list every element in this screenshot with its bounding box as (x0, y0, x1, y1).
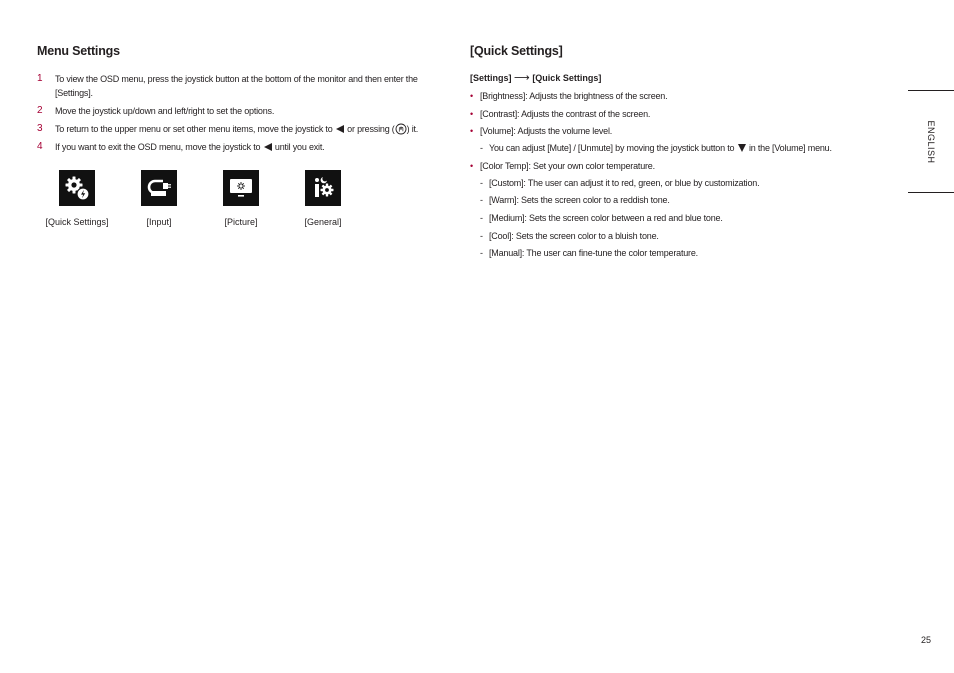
step-text-a: To return to the upper menu or set other menu items, move the joystick to (55, 124, 333, 134)
step-item (37, 140, 427, 154)
down-arrow-icon (738, 144, 746, 152)
section-title: [Quick Settings] (470, 44, 563, 58)
step-text-a: If you want to exit the OSD menu, move the joystick to (55, 142, 261, 152)
item-text: [Volume]: Adjusts the volume level. (480, 126, 613, 137)
right-arrow-icon: ⟶ (514, 72, 530, 84)
left-arrow-icon (264, 143, 272, 151)
menu-path (470, 71, 890, 84)
quick-settings-gear-icon (59, 170, 95, 206)
quick-settings-section (470, 44, 890, 265)
sub-item: - [Custom]: The user can adjust it to red, green, or blue by customization. (480, 177, 890, 190)
item-text: [Brightness]: Adjusts the brightness of the screen. (480, 91, 668, 101)
color-temp-sub-list (480, 177, 890, 260)
sub-item: - [Warm]: Sets the screen color to a reddish tone. (480, 194, 890, 207)
list-item (470, 160, 890, 260)
section-title: Menu Settings (37, 44, 120, 58)
page-number: 25 (921, 635, 932, 645)
step-number: 1 (37, 73, 43, 84)
item-text: [Contrast]: Adjusts the contrast of the screen. (480, 108, 651, 119)
sub-item: - [Medium]: Sets the screen color between a red and blue tone. (480, 212, 890, 225)
list-item (470, 90, 890, 103)
step-number: 3 (37, 123, 43, 134)
step-item (37, 104, 427, 118)
step-text-b: or pressing ( (347, 124, 395, 134)
step-number: 4 (37, 141, 43, 152)
menu-icon-label: [Picture] (224, 217, 258, 227)
steps-list (37, 72, 427, 154)
joystick-press-icon (395, 123, 407, 135)
quick-settings-menu (37, 170, 117, 227)
step-text-c: ) it. (406, 124, 419, 134)
path-to: [Quick Settings] (532, 73, 602, 83)
list-item (470, 125, 890, 155)
general-menu (283, 170, 363, 227)
menu-icon-label: [Input] (146, 217, 172, 227)
language-label: ENGLISH (926, 119, 936, 164)
path-from: [Settings] (470, 73, 512, 83)
quick-settings-list (470, 90, 890, 260)
list-item (470, 108, 890, 121)
input-menu (119, 170, 199, 227)
step-text-b: until you exit. (274, 142, 325, 152)
step-number: 2 (37, 105, 43, 116)
step-item (37, 122, 427, 136)
sub-item (480, 142, 890, 155)
language-tab (908, 90, 954, 193)
step-text: Move the joystick up/down and left/right to set the options. (55, 106, 275, 116)
menu-icon-label: [Quick Settings] (45, 217, 109, 227)
sub-item: - [Manual]: The user can fine-tune the color temperature. (480, 247, 890, 260)
step-text: To view the OSD menu, press the joystick button at the bottom of the monitor and then enter the [Settings]. (55, 74, 418, 98)
menu-settings-section (37, 44, 427, 240)
left-arrow-icon (336, 125, 344, 133)
item-text: [Color Temp]: Set your own color temperature. (480, 160, 655, 171)
sub-text-b: in the [Volume] menu. (748, 143, 832, 154)
step-item (37, 72, 427, 100)
input-plug-icon (141, 170, 177, 206)
sub-text-a: You can adjust [Mute] / [Unmute] by moving the joystick button to (489, 143, 735, 154)
volume-sub-list (480, 142, 890, 155)
picture-monitor-icon (223, 170, 259, 206)
menu-icon-label: [General] (304, 217, 342, 227)
picture-menu (201, 170, 281, 227)
sub-item: - [Cool]: Sets the screen color to a bluish tone. (480, 230, 890, 243)
general-settings-icon (305, 170, 341, 206)
menu-icons-row (37, 170, 427, 240)
